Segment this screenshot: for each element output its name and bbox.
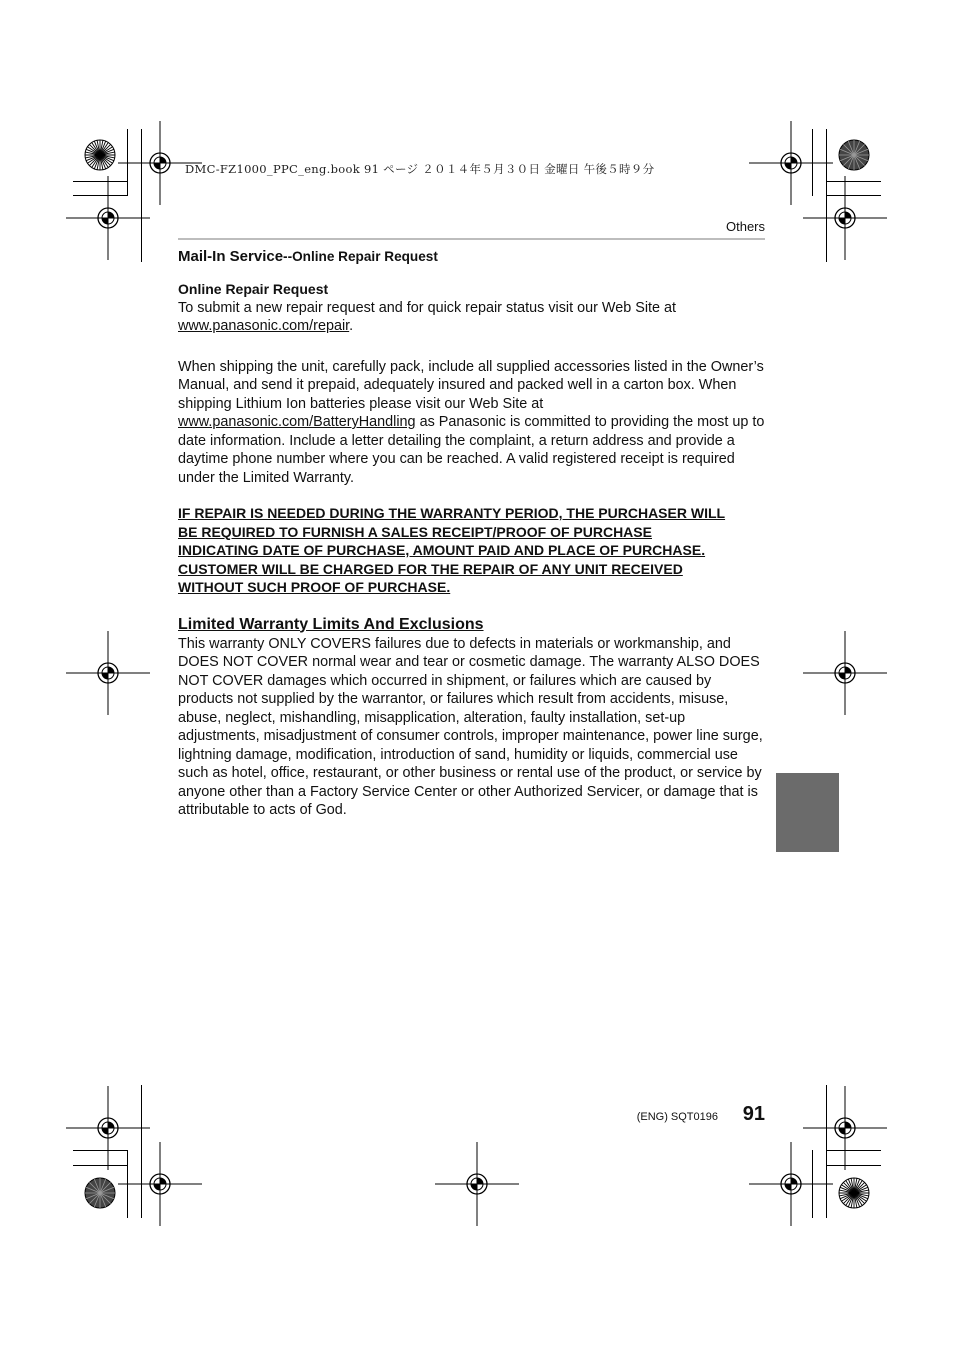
warning-line: CUSTOMER WILL BE CHARGED FOR THE REPAIR OF ANY UNIT RECEIVED [178, 560, 683, 577]
online-repair-heading: Online Repair Request [178, 281, 329, 297]
page-number: 91 [742, 1103, 765, 1125]
footer-code: (ENG) SQT0196 [636, 1111, 718, 1123]
warranty-heading: Limited Warranty Limits And Exclusions [178, 615, 484, 633]
online-repair-text [178, 299, 765, 336]
battery-handling-link[interactable]: www.panasonic.com/BatteryHandling [178, 414, 416, 430]
warning-line: BE REQUIRED TO FURNISH A SALES RECEIPT/PROOF OF PURCHASE [178, 523, 652, 540]
mail-in-title: Mail-In Service [178, 248, 284, 265]
print-header: DMC-FZ1000_PPC_eng.book 91 ページ ２０１４年５月３０日 金曜日 午後５時９分 [185, 162, 655, 176]
section-label: Others [725, 219, 765, 234]
repair-link[interactable]: www.panasonic.com/repair [178, 318, 350, 334]
warning-line: IF REPAIR IS NEEDED DURING THE WARRANTY PERIOD, THE PURCHASER WILL [178, 505, 726, 521]
mail-in-subtitle: --Online Repair Request [283, 249, 438, 264]
section-tab [776, 773, 839, 852]
header-rule [178, 238, 765, 240]
warranty-text: This warranty ONLY COVERS failures due to defects in materials or workmanship, and DOES NOT COVER normal wear and tear or cosmetic damage. The warranty ALSO DOES NOT COVER damages which occurred in shipment, or failures which are caused by products not supplied by the warrantor, or failures which result from accidents, misuse, abuse, neglect, mishandling, misapplication, alteration, faulty installation, set-up adjustments, misadjustment of consumer controls, improper maintenance, power line surge, lightning damage, modification, introduction of sand, humidity or liquids, commercial use such as hotel, office, restaurant, or other business or rental use of the product, or service by anyone other than a Factory Service Center or other Authorized Servicer, or damage that is attributable to acts of God. [178, 635, 763, 818]
warning-line: INDICATING DATE OF PURCHASE, AMOUNT PAID AND PLACE OF PURCHASE. [178, 542, 706, 558]
warning-line: WITHOUT SUCH PROOF OF PURCHASE. [178, 579, 451, 595]
warranty-warning [178, 504, 765, 597]
mail-in-heading [178, 247, 765, 266]
online-repair-period: . [349, 318, 354, 334]
online-repair-sentence: To submit a new repair request and for quick repair status visit our Web Site at [178, 299, 677, 316]
main-content [178, 247, 765, 820]
shipping-paragraph [178, 358, 765, 488]
shipping-text-2: as Panasonic is committed to providing the most up to date information. Include a letter detailing the complaint, a return address and provide a daytime phone number where you can be reached. A valid registered receipt is required under the Limited Warranty. [178, 414, 765, 486]
shipping-text-1: When shipping the unit, carefully pack, include all supplied accessories listed in the Owner’s Manual, and send it prepaid, adequately insured and packed well in a carton box. When shipping Lithium Ion batteries please visit our Web Site at [178, 358, 764, 412]
